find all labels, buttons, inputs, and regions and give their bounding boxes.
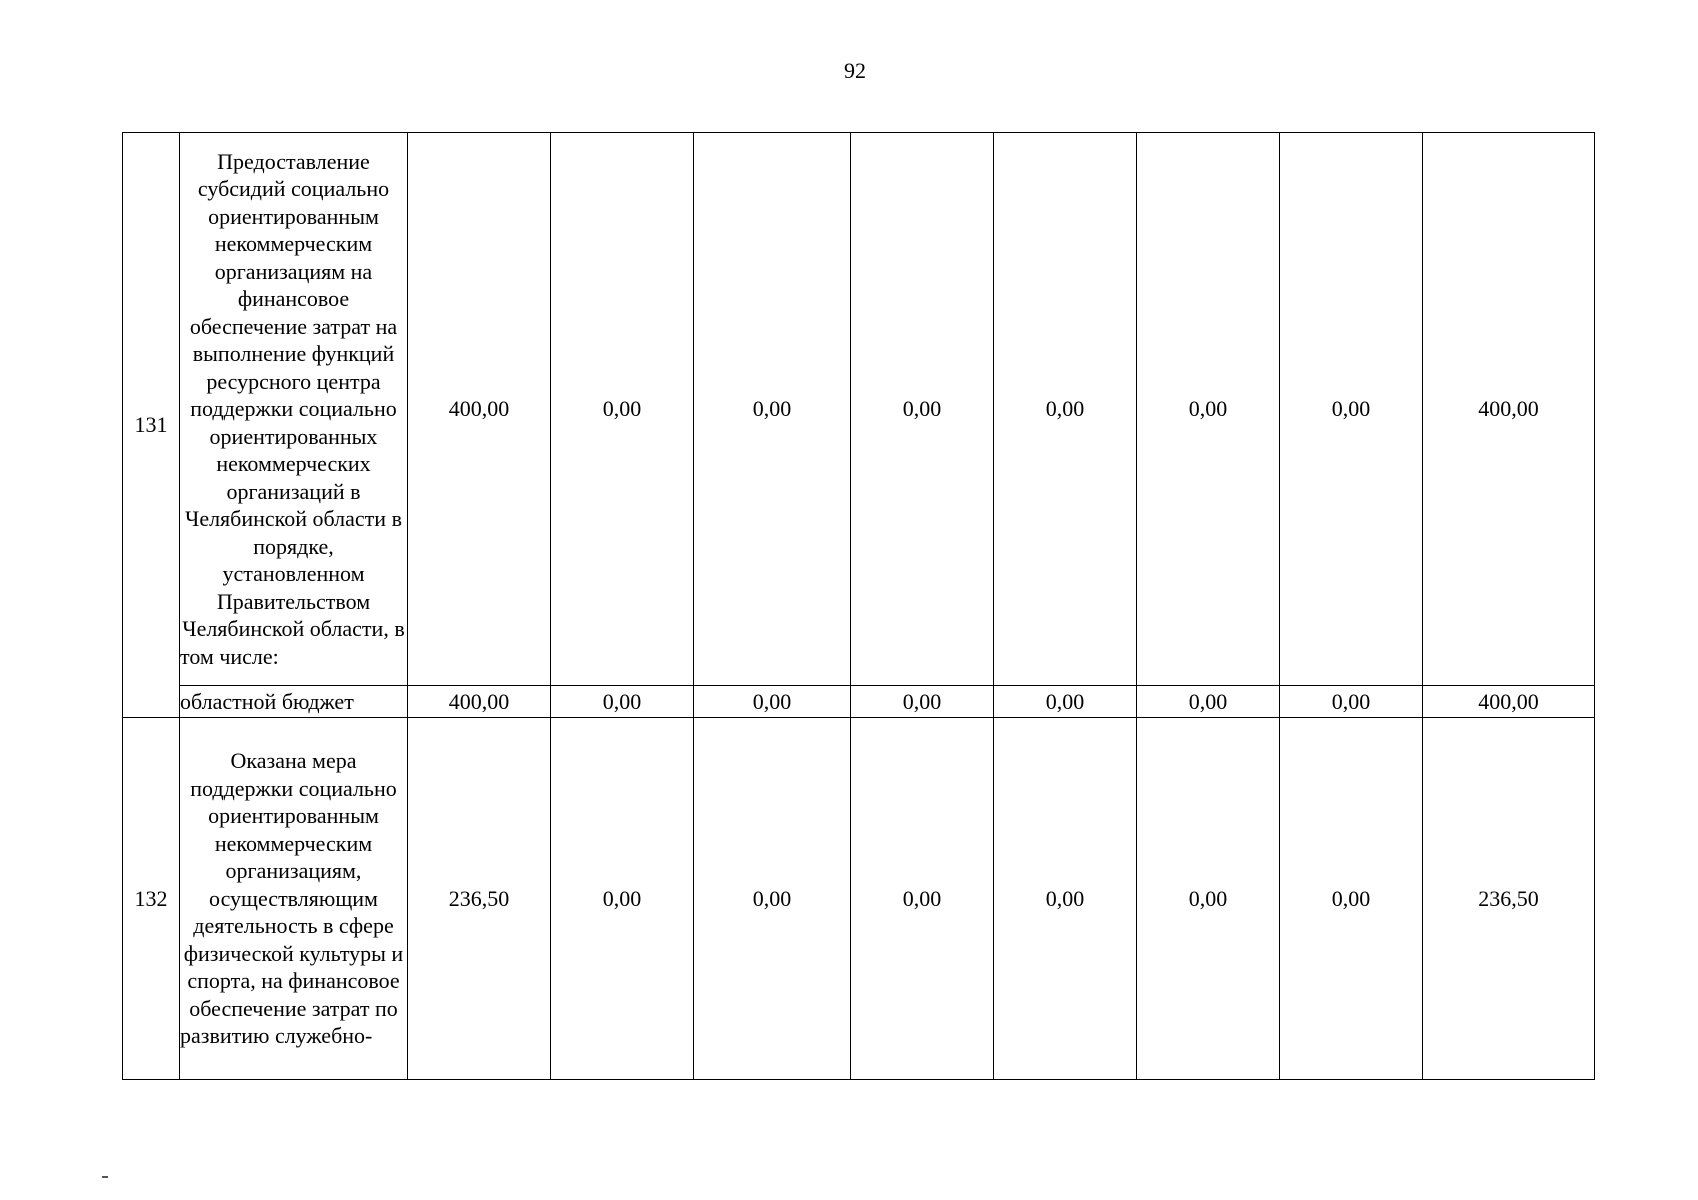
cell-value: 0,00: [551, 686, 694, 718]
cell-value: 0,00: [694, 718, 851, 1080]
cell-value: 400,00: [408, 686, 551, 718]
cell-value: 400,00: [1423, 133, 1595, 686]
cell-value: 0,00: [994, 133, 1137, 686]
cell-value: 0,00: [694, 133, 851, 686]
budget-table: [122, 132, 1595, 1080]
table-row: [123, 133, 1595, 686]
page-number: 92: [844, 58, 866, 83]
row-description: областной бюджет: [180, 686, 408, 718]
cell-value: 0,00: [851, 686, 994, 718]
cell-value: 0,00: [851, 718, 994, 1080]
row-number: 131: [123, 133, 180, 718]
cell-value: 0,00: [1137, 686, 1280, 718]
cell-value: 0,00: [1137, 718, 1280, 1080]
cell-value: 0,00: [694, 686, 851, 718]
table-row: [123, 718, 1595, 1080]
row-number: 132: [123, 718, 180, 1080]
cell-value: 400,00: [1423, 686, 1595, 718]
cell-value: 0,00: [994, 686, 1137, 718]
cell-value: 236,50: [1423, 718, 1595, 1080]
cell-value: 0,00: [1137, 133, 1280, 686]
row-description: Оказана мера поддержки социально ориентированным некоммерческим организациям, осуществляющим деятельность в сфере физической культуры и спорта, на финансовое обеспечение затрат по развитию служебно-: [180, 718, 408, 1080]
scan-mark: [102, 1176, 108, 1178]
row-description: Предоставление субсидий социально ориентированным некоммерческим организациям на финансовое обеспечение затрат на выполнение функций ресурсного центра поддержки социально ориентированных некоммерческих организаций в Челябинской области в порядке, установленном Правительством Челябинской области, в том числе:: [180, 133, 408, 686]
cell-value: 0,00: [1280, 686, 1423, 718]
cell-value: 0,00: [551, 133, 694, 686]
cell-value: 0,00: [994, 718, 1137, 1080]
table-row: [123, 686, 1595, 718]
cell-value: 236,50: [408, 718, 551, 1080]
cell-value: 0,00: [551, 718, 694, 1080]
cell-value: 400,00: [408, 133, 551, 686]
cell-value: 0,00: [1280, 133, 1423, 686]
cell-value: 0,00: [1280, 718, 1423, 1080]
cell-value: 0,00: [851, 133, 994, 686]
